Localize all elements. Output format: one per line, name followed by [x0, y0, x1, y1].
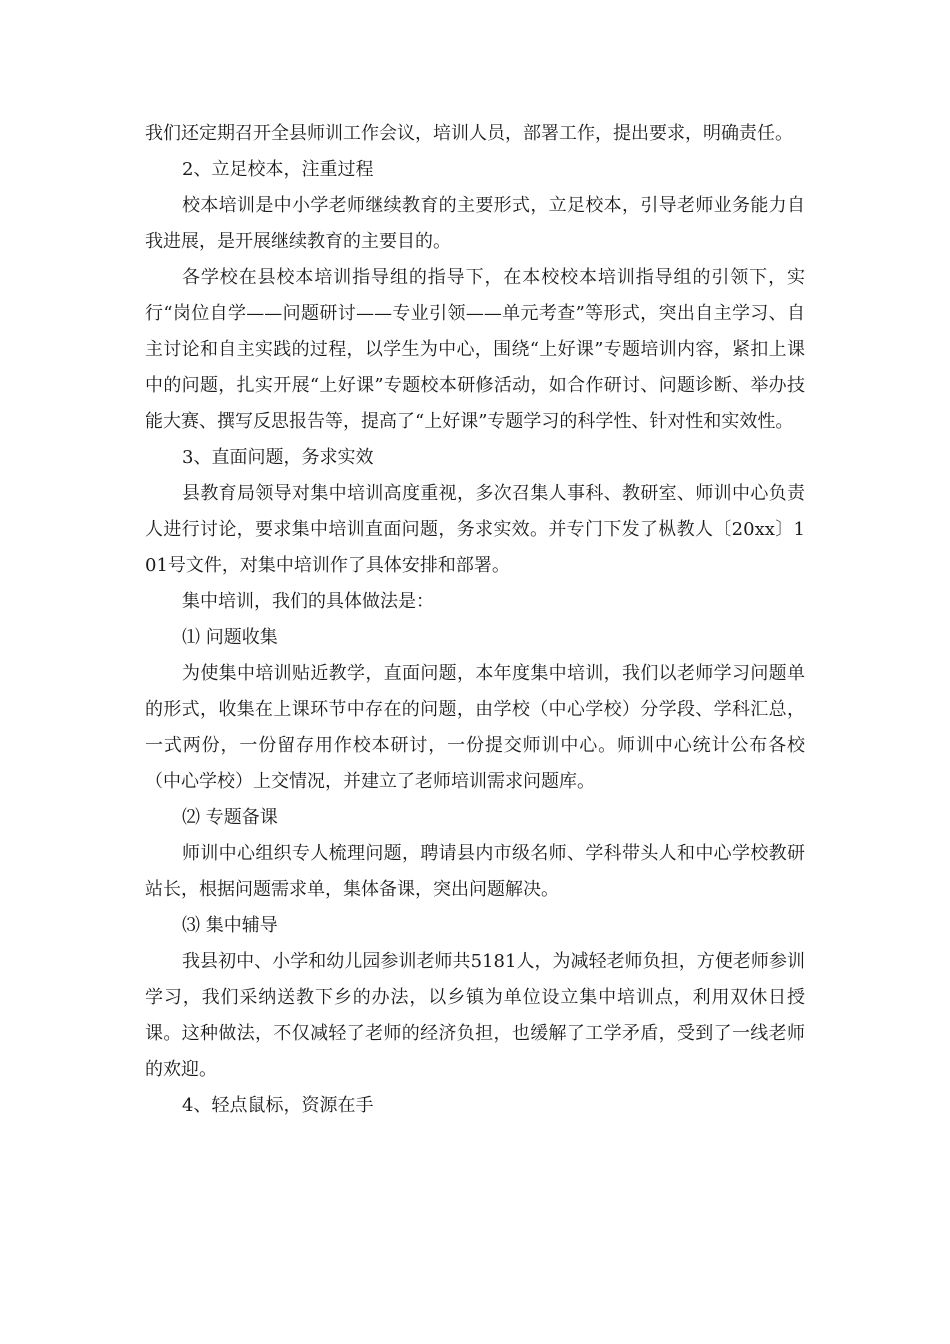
- paragraph-centralized-tutoring: 我县初中、小学和幼儿园参训老师共5181人，为减轻老师负担，方便老师参训学习，我们采纳送教下乡的办法，以乡镇为单位设立集中培训点，利用双休日授课。这种做法，不仅减轻了老师的经济负担，也缓解了工学矛盾，受到了一线老师的欢迎。: [145, 951, 805, 1080]
- paragraph-problem-collection: 为使集中培训贴近教学，直面问题，本年度集中培训，我们以老师学习问题单的形式，收集在上课环节中存在的问题，由学校（中心学校）分学段、学科汇总，一式两份，一份留存用作校本研讨，一份提交师训中心。师训中心统计公布各校（中心学校）上交情况，并建立了老师培训需求问题库。: [145, 663, 805, 792]
- document-page: [145, 116, 805, 1124]
- section-heading-face-problems: 3、直面问题，务求实效: [182, 447, 374, 468]
- paragraph-school-guidance: 各学校在县校本培训指导组的指导下，在本校校本培训指导组的引领下，实行“岗位自学——问题研讨——专业引领——单元考查”等形式，突出自主学习、自主讨论和自主实践的过程，以学生为中心，围绕“上好课”专题培训内容，紧扣上课中的问题，扎实开展“上好课”专题校本研修活动，如合作研讨、问题诊断、举办技能大赛、撰写反思报告等，提高了“上好课”专题学习的科学性、针对性和实效性。: [145, 267, 805, 432]
- section-heading-school-based: 2、立足校本，注重过程: [182, 159, 374, 180]
- subheading-centralized-tutoring: ⑶ 集中辅导: [182, 915, 278, 936]
- paragraph-school-based-training: 校本培训是中小学老师继续教育的主要形式，立足校本，引导老师业务能力自我进展，是开展继续教育的主要目的。: [145, 195, 805, 252]
- subheading-problem-collection: ⑴ 问题收集: [182, 627, 278, 648]
- section-heading-resources: 4、轻点鼠标，资源在手: [182, 1095, 374, 1116]
- paragraph-bureau-leadership: 县教育局领导对集中培训高度重视，多次召集人事科、教研室、师训中心负责人进行讨论，要求集中培训直面问题，务求实效。并专门下发了枞教人〔20xx〕101号文件，对集中培训作了具体安排和部署。: [145, 483, 805, 576]
- paragraph-topic-preparation: 师训中心组织专人梳理问题，聘请县内市级名师、学科带头人和中心学校教研站长，根据问题需求单，集体备课，突出问题解决。: [145, 843, 805, 900]
- paragraph-specific-methods: 集中培训，我们的具体做法是：: [182, 591, 434, 612]
- paragraph-meeting-continuation: 我们还定期召开全县师训工作会议，培训人员，部署工作，提出要求，明确责任。: [145, 123, 793, 144]
- subheading-topic-preparation: ⑵ 专题备课: [182, 807, 278, 828]
